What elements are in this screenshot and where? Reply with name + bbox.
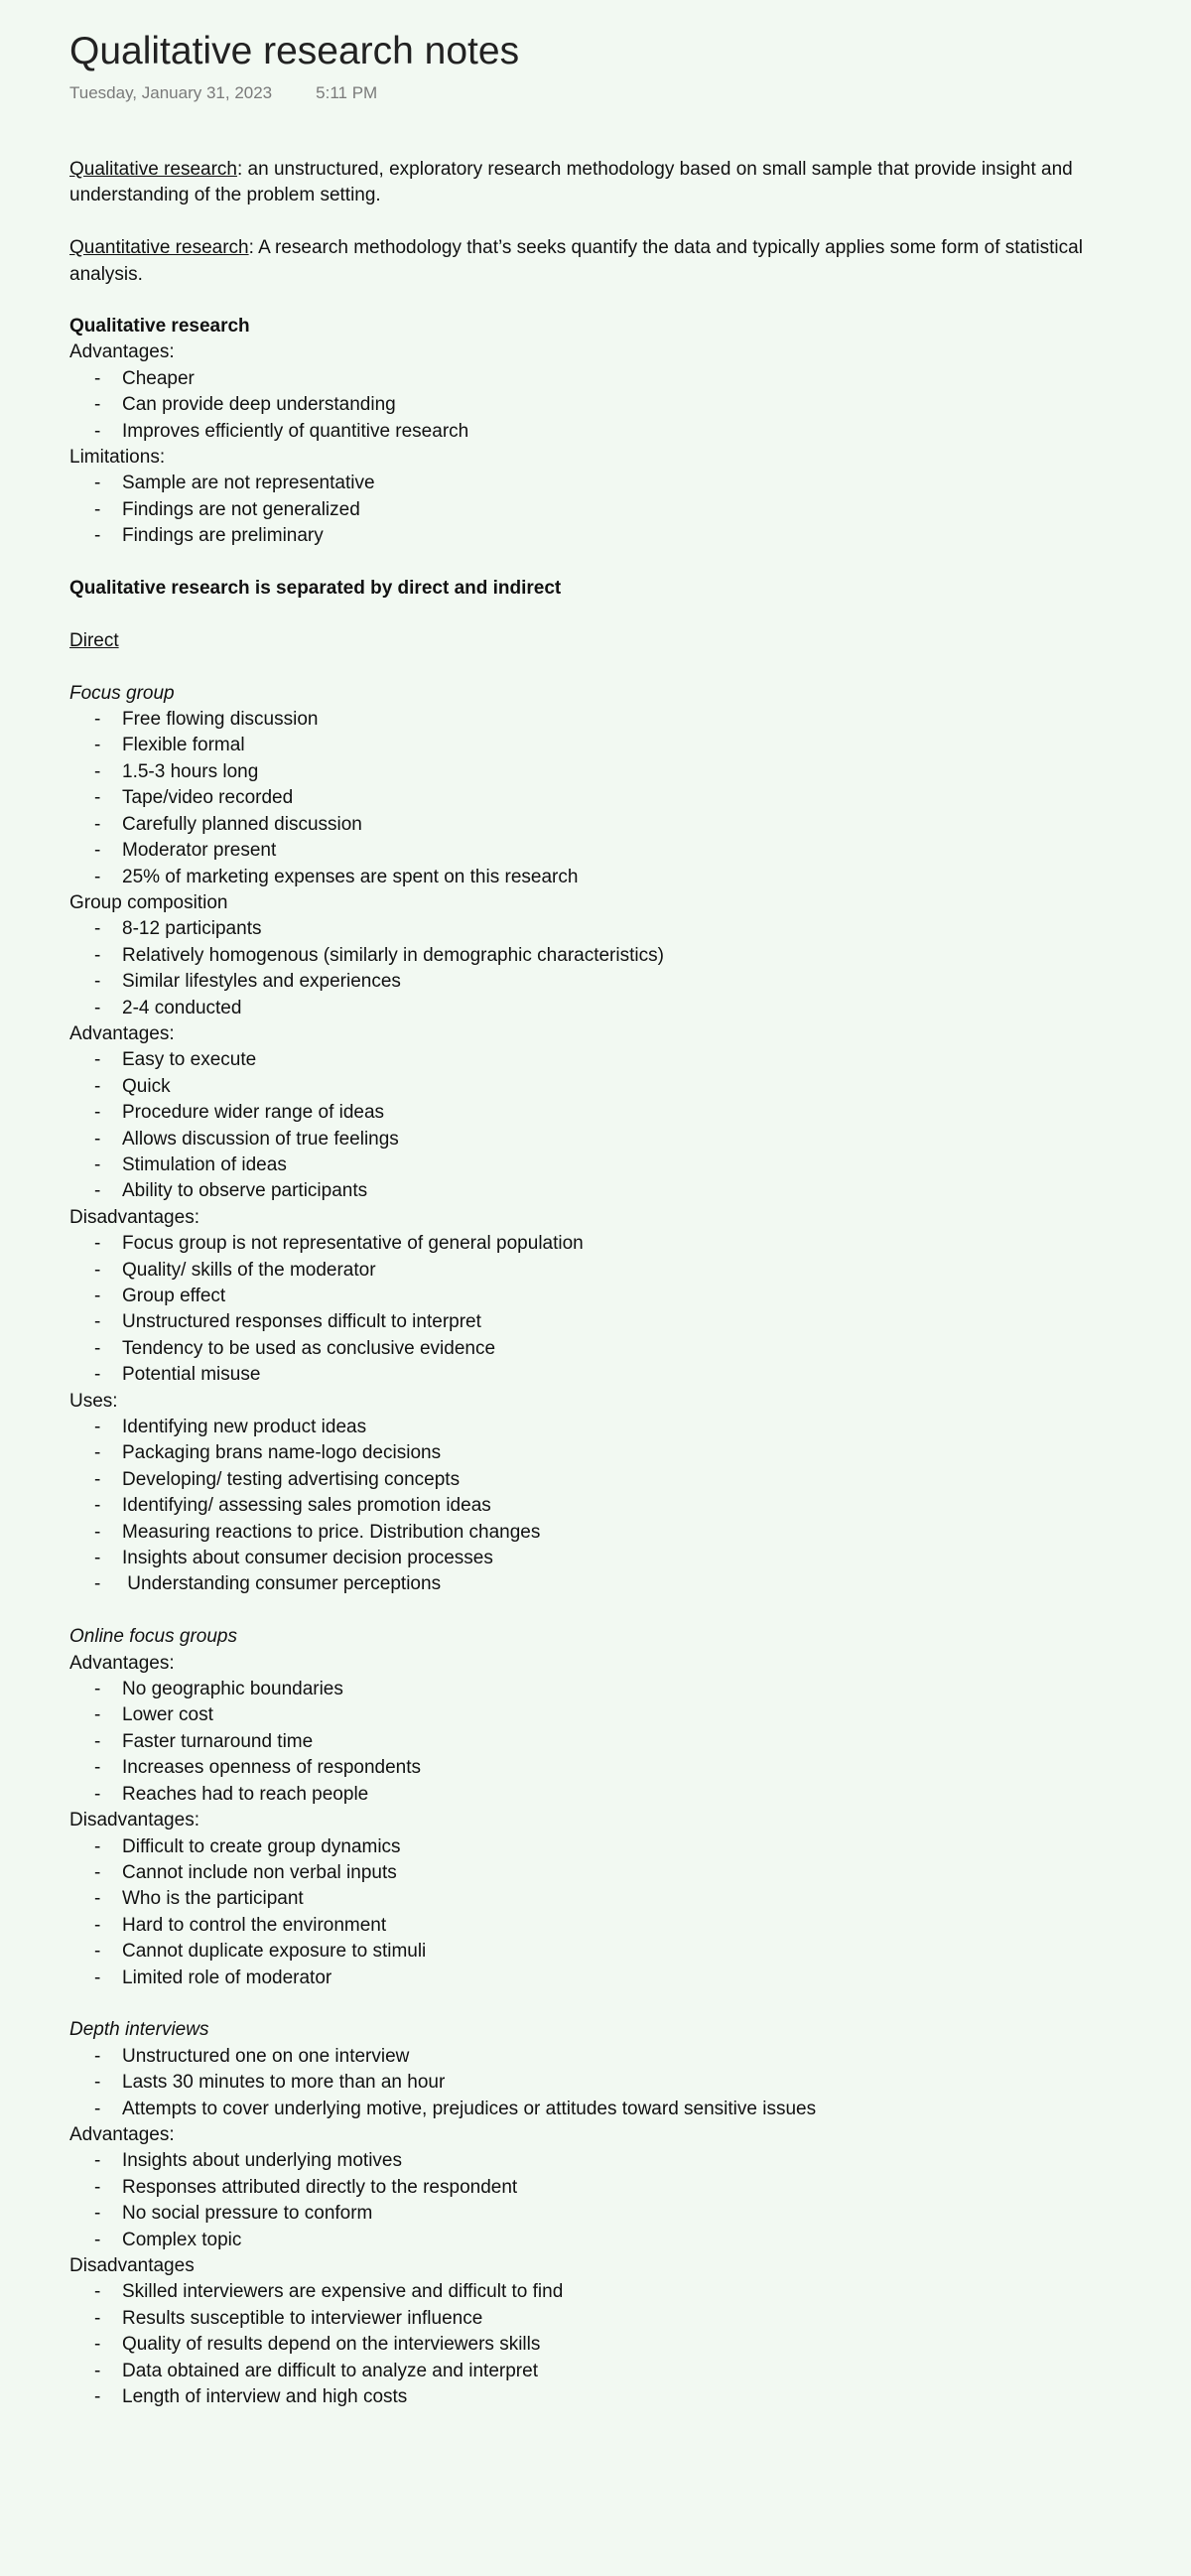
page-date: Tuesday, January 31, 2023 (69, 83, 273, 102)
online-advantages-label: Advantages: (69, 1652, 175, 1674)
depth-interviews-list (69, 2044, 1122, 2122)
list-item (69, 497, 1122, 523)
list-item-text: Ability to observe participants (122, 1180, 368, 1202)
list-item-text: Procedure wider range of ideas (122, 1102, 385, 1124)
list-item (69, 2306, 1122, 2332)
note-body[interactable] (69, 157, 1122, 2410)
focus-group-disadvantages-list (69, 1231, 1122, 1388)
list-item-text: Reaches had to reach people (122, 1783, 369, 1805)
list-item-text: Lower cost (122, 1704, 213, 1726)
list-item (69, 1939, 1122, 1965)
qualitative-limitations-list (69, 471, 1122, 549)
list-item (69, 838, 1122, 864)
list-item (69, 916, 1122, 942)
bullet-dash: - (94, 2045, 101, 2067)
focus-group-heading: Focus group (69, 682, 175, 704)
bullet-dash: - (94, 787, 101, 809)
list-item (69, 996, 1122, 1021)
list-item-text: Sample are not representative (122, 473, 375, 494)
online-advantages-list (69, 1677, 1122, 1808)
list-item-text: Identifying/ assessing sales promotion ideas (122, 1495, 491, 1517)
list-item (69, 785, 1122, 811)
bullet-dash: - (94, 1442, 101, 1464)
qualitative-advantages-list (69, 366, 1122, 445)
bullet-dash: - (94, 918, 101, 940)
list-item-text: Complex topic (122, 2229, 242, 2250)
list-item-text: Carefully planned discussion (122, 813, 362, 835)
list-item-text: Stimulation of ideas (122, 1153, 287, 1175)
bullet-dash: - (94, 525, 101, 547)
bullet-dash: - (94, 2386, 101, 2408)
bullet-dash: - (94, 944, 101, 966)
list-item-text: No social pressure to conform (122, 2203, 373, 2225)
list-item-text: Identifying new product ideas (122, 1417, 367, 1438)
depth-interviews-heading: Depth interviews (69, 2019, 209, 2041)
list-item (69, 2359, 1122, 2384)
bullet-dash: - (94, 1914, 101, 1936)
list-item (69, 1571, 1122, 1597)
list-item (69, 943, 1122, 969)
bullet-dash: - (94, 1704, 101, 1726)
list-item-text: Unstructured one on one interview (122, 2045, 410, 2067)
list-item (69, 1966, 1122, 1991)
list-item-text: Cannot include non verbal inputs (122, 1861, 397, 1883)
bullet-dash: - (94, 1521, 101, 1543)
list-item (69, 1702, 1122, 1728)
list-item-text: Group effect (122, 1286, 226, 1306)
list-item-text: Responses attributed directly to the respondent (122, 2176, 518, 2198)
list-item-text: Moderator present (122, 840, 277, 862)
focus-group-advantages-list (69, 1047, 1122, 1204)
qualitative-limitations-label: Limitations: (69, 447, 166, 469)
bullet-dash: - (94, 1417, 101, 1438)
focus-group-uses-label: Uses: (69, 1390, 118, 1412)
list-item-text: Lasts 30 minutes to more than an hour (122, 2072, 446, 2094)
list-item (69, 2070, 1122, 2096)
list-item-text: Flexible formal (122, 735, 245, 756)
bullet-dash: - (94, 2098, 101, 2119)
separated-heading: Qualitative research is separated by direct and indirect (69, 578, 562, 600)
bullet-dash: - (94, 1888, 101, 1910)
list-item-text: 25% of marketing expenses are spent on this research (122, 866, 579, 887)
list-item (69, 812, 1122, 838)
depth-disadvantages-label: Disadvantages (69, 2255, 195, 2276)
list-item-text: Focus group is not representative of general population (122, 1233, 584, 1255)
list-item-text: Skilled interviewers are expensive and difficult to find (122, 2281, 564, 2303)
list-item (69, 392, 1122, 418)
depth-disadvantages-list (69, 2279, 1122, 2410)
bullet-dash: - (94, 1573, 101, 1595)
quantitative-definition (69, 235, 1122, 288)
list-item-text: Data obtained are difficult to analyze and interpret (122, 2360, 538, 2381)
bullet-dash: - (94, 1233, 101, 1255)
bullet-dash: - (94, 1102, 101, 1124)
bullet-dash: - (94, 997, 101, 1018)
list-item-text: Measuring reactions to price. Distribution changes (122, 1521, 541, 1543)
list-item-text: Insights about consumer decision processes (122, 1548, 493, 1569)
list-item (69, 1860, 1122, 1886)
qualitative-advantages-label: Advantages: (69, 341, 175, 363)
bullet-dash: - (94, 2334, 101, 2356)
bullet-dash: - (94, 1049, 101, 1071)
list-item (69, 1284, 1122, 1309)
bullet-dash: - (94, 420, 101, 442)
list-item (69, 759, 1122, 785)
list-item-text: Length of interview and high costs (122, 2386, 408, 2408)
list-item-text: Results susceptible to interviewer influence (122, 2307, 483, 2329)
list-item-text: Easy to execute (122, 1049, 257, 1071)
bullet-dash: - (94, 1730, 101, 1752)
list-item-text: Cannot duplicate exposure to stimuli (122, 1941, 427, 1963)
bullet-dash: - (94, 866, 101, 887)
list-item-text: Faster turnaround time (122, 1730, 314, 1752)
list-item-text: 8-12 participants (122, 918, 262, 940)
list-item (69, 1886, 1122, 1912)
list-item (69, 865, 1122, 890)
list-item-text: Allows discussion of true feelings (122, 1128, 399, 1150)
bullet-dash: - (94, 1495, 101, 1517)
list-item-text: 1.5-3 hours long (122, 760, 259, 782)
bullet-dash: - (94, 1311, 101, 1333)
bullet-dash: - (94, 1941, 101, 1963)
bullet-dash: - (94, 1286, 101, 1306)
list-item (69, 2044, 1122, 2070)
focus-group-advantages-label: Advantages: (69, 1022, 175, 1044)
quantitative-definition-text: : A research methodology that’s seeks quantify the data and typically applies some form of statistical analysis. (69, 237, 1083, 285)
list-item (69, 1782, 1122, 1808)
list-item (69, 1467, 1122, 1493)
list-item (69, 1440, 1122, 1466)
bullet-dash: - (94, 1128, 101, 1150)
bullet-dash: - (94, 1757, 101, 1779)
list-item-text: Limited role of moderator (122, 1966, 332, 1988)
list-item (69, 1178, 1122, 1204)
list-item-text: 2-4 conducted (122, 997, 242, 1018)
list-item (69, 523, 1122, 549)
list-item (69, 2332, 1122, 2358)
page-timestamp (69, 82, 377, 104)
list-item (69, 707, 1122, 733)
bullet-dash: - (94, 1548, 101, 1569)
bullet-dash: - (94, 2360, 101, 2381)
list-item (69, 1258, 1122, 1284)
bullet-dash: - (94, 2176, 101, 2198)
list-item (69, 1047, 1122, 1073)
bullet-dash: - (94, 840, 101, 862)
bullet-dash: - (94, 1861, 101, 1883)
bullet-dash: - (94, 709, 101, 731)
list-item (69, 1834, 1122, 1860)
bullet-dash: - (94, 2229, 101, 2250)
focus-group-uses-list (69, 1415, 1122, 1598)
list-item (69, 1677, 1122, 1702)
list-item-text: Findings are preliminary (122, 525, 324, 547)
bullet-dash: - (94, 498, 101, 520)
list-item (69, 1913, 1122, 1939)
bullet-dash: - (94, 1180, 101, 1202)
bullet-dash: - (94, 760, 101, 782)
list-item-text: Understanding consumer perceptions (122, 1573, 442, 1595)
list-item (69, 1074, 1122, 1100)
list-item (69, 1729, 1122, 1755)
list-item (69, 1520, 1122, 1546)
list-item-text: Attempts to cover underlying motive, prejudices or attitudes toward sensitive issues (122, 2098, 817, 2119)
group-composition-list (69, 916, 1122, 1021)
bullet-dash: - (94, 367, 101, 389)
list-item-text: Insights about underlying motives (122, 2150, 402, 2172)
list-item (69, 2201, 1122, 2227)
list-item-text: Increases openness of respondents (122, 1757, 422, 1779)
list-item-text: Cheaper (122, 367, 195, 389)
list-item-text: No geographic boundaries (122, 1679, 343, 1700)
list-item (69, 1493, 1122, 1519)
list-item (69, 1755, 1122, 1781)
list-item-text: Who is the participant (122, 1888, 304, 1910)
list-item (69, 1100, 1122, 1126)
bullet-dash: - (94, 1075, 101, 1097)
depth-advantages-list (69, 2148, 1122, 2253)
list-item (69, 2384, 1122, 2410)
qualitative-definition-text: : an unstructured, exploratory research methodology based on small sample that provide insight and understanding of the problem setting. (69, 159, 1073, 206)
list-item-text: Can provide deep understanding (122, 394, 396, 416)
bullet-dash: - (94, 1364, 101, 1386)
bullet-dash: - (94, 2072, 101, 2094)
bullet-dash: - (94, 2150, 101, 2172)
list-item (69, 1127, 1122, 1152)
list-item (69, 969, 1122, 995)
list-item (69, 1309, 1122, 1335)
list-item (69, 366, 1122, 392)
list-item (69, 2097, 1122, 2122)
qualitative-definition (69, 157, 1122, 209)
bullet-dash: - (94, 1835, 101, 1857)
online-focus-groups-heading: Online focus groups (69, 1626, 237, 1648)
list-item-text: Quality of results depend on the interviewers skills (122, 2334, 541, 2356)
quantitative-term: Quantitative research (69, 237, 249, 259)
list-item (69, 733, 1122, 758)
bullet-dash: - (94, 1966, 101, 1988)
list-item-text: Relatively homogenous (similarly in demographic characteristics) (122, 944, 664, 966)
list-item (69, 419, 1122, 445)
list-item-text: Quick (122, 1075, 171, 1097)
list-item (69, 1231, 1122, 1257)
list-item-text: Tape/video recorded (122, 787, 294, 809)
bullet-dash: - (94, 1153, 101, 1175)
bullet-dash: - (94, 1679, 101, 1700)
qualitative-term: Qualitative research (69, 159, 237, 180)
list-item (69, 471, 1122, 496)
list-item-text: Findings are not generalized (122, 498, 360, 520)
list-item (69, 1362, 1122, 1388)
bullet-dash: - (94, 473, 101, 494)
bullet-dash: - (94, 735, 101, 756)
direct-label: Direct (69, 629, 119, 651)
list-item-text: Similar lifestyles and experiences (122, 971, 401, 993)
depth-advantages-label: Advantages: (69, 2123, 175, 2145)
page-title[interactable]: Qualitative research notes (69, 30, 520, 72)
list-item (69, 2228, 1122, 2253)
bullet-dash: - (94, 1337, 101, 1359)
list-item (69, 2279, 1122, 2305)
page-time: 5:11 PM (316, 83, 378, 102)
list-item (69, 1415, 1122, 1440)
list-item-text: Free flowing discussion (122, 709, 319, 731)
list-item-text: Difficult to create group dynamics (122, 1835, 401, 1857)
list-item-text: Packaging brans name-logo decisions (122, 1442, 442, 1464)
bullet-dash: - (94, 394, 101, 416)
list-item-text: Developing/ testing advertising concepts (122, 1468, 461, 1490)
bullet-dash: - (94, 2281, 101, 2303)
bullet-dash: - (94, 971, 101, 993)
focus-group-list (69, 707, 1122, 890)
list-item (69, 1336, 1122, 1362)
bullet-dash: - (94, 1468, 101, 1490)
bullet-dash: - (94, 1783, 101, 1805)
list-item (69, 2148, 1122, 2174)
list-item-text: Quality/ skills of the moderator (122, 1259, 376, 1281)
list-item-text: Improves efficiently of quantitive research (122, 420, 469, 442)
list-item (69, 1152, 1122, 1178)
list-item-text: Potential misuse (122, 1364, 261, 1386)
online-disadvantages-label: Disadvantages: (69, 1810, 199, 1831)
list-item (69, 2175, 1122, 2201)
bullet-dash: - (94, 1259, 101, 1281)
bullet-dash: - (94, 2203, 101, 2225)
bullet-dash: - (94, 2307, 101, 2329)
qualitative-heading: Qualitative research (69, 316, 250, 338)
list-item-text: Hard to control the environment (122, 1914, 387, 1936)
list-item (69, 1546, 1122, 1571)
focus-group-disadvantages-label: Disadvantages: (69, 1206, 199, 1228)
group-composition-label: Group composition (69, 891, 228, 913)
bullet-dash: - (94, 813, 101, 835)
online-disadvantages-list (69, 1834, 1122, 1991)
list-item-text: Tendency to be used as conclusive evidence (122, 1337, 496, 1359)
list-item-text: Unstructured responses difficult to interpret (122, 1311, 481, 1333)
